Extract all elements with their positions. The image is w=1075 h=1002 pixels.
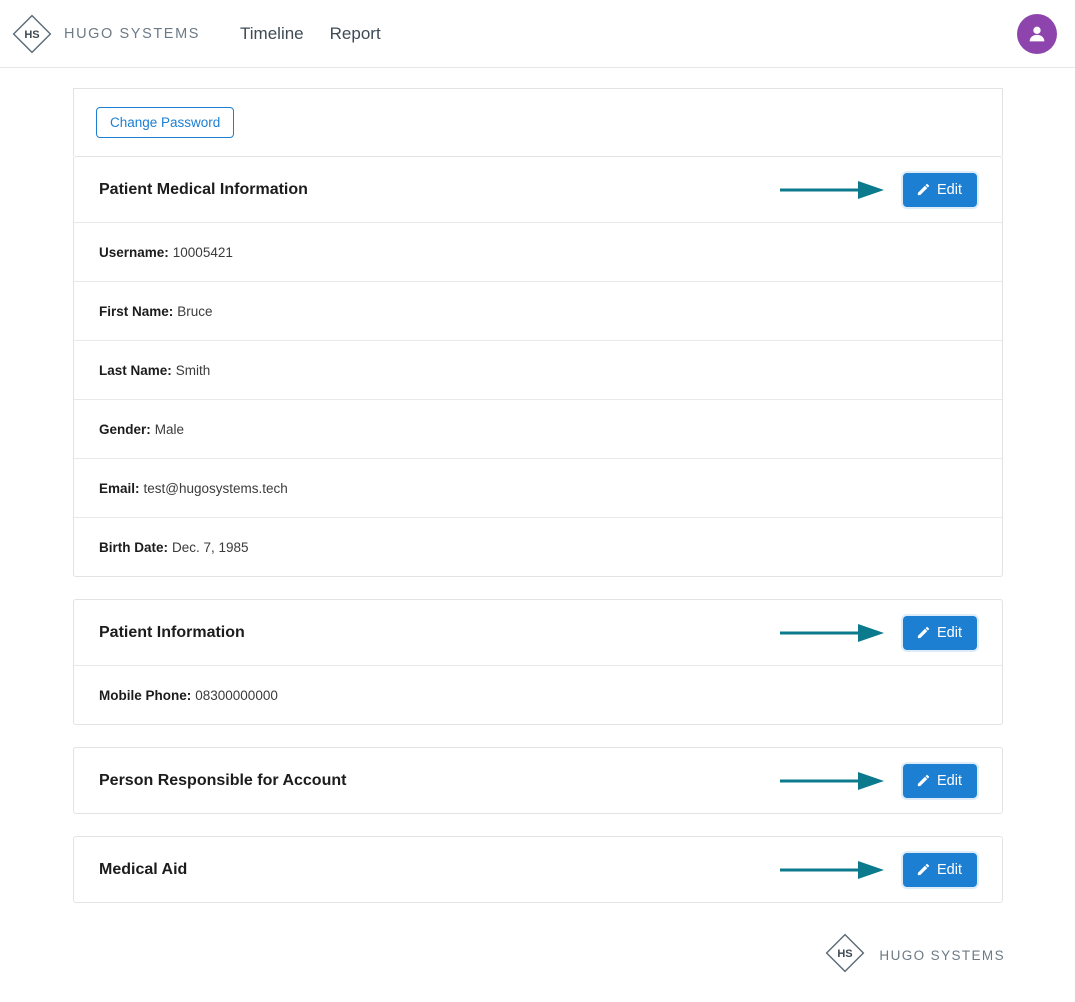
field-value: Smith xyxy=(175,362,211,378)
edit-button-patient-medical-information[interactable] xyxy=(903,173,977,207)
pointer-arrow-icon xyxy=(780,858,885,882)
card-header xyxy=(74,837,1002,902)
edit-button-label: Edit xyxy=(937,181,962,198)
header-actions xyxy=(780,764,977,798)
table-row xyxy=(74,399,1002,458)
header-actions xyxy=(780,173,977,207)
table-row xyxy=(74,458,1002,517)
top-navbar xyxy=(0,0,1075,68)
section-title: Patient Information xyxy=(99,623,245,641)
table-row xyxy=(74,517,1002,576)
brand-logo[interactable] xyxy=(10,12,200,56)
edit-button-medical-aid[interactable] xyxy=(903,853,977,887)
section-title: Patient Medical Information xyxy=(99,180,308,198)
table-row xyxy=(74,340,1002,399)
brand-name: HUGO SYSTEMS xyxy=(64,25,201,42)
pencil-icon xyxy=(916,182,931,197)
nav-link-report[interactable]: Report xyxy=(329,23,381,43)
field-label: Birth Date: xyxy=(99,539,169,555)
card-patient-information xyxy=(73,599,1003,725)
pencil-icon xyxy=(916,862,931,877)
card-person-responsible-for-account xyxy=(73,747,1003,814)
field-value: Male xyxy=(154,421,185,437)
field-label: Mobile Phone: xyxy=(99,687,192,703)
footer-brand-name: HUGO SYSTEMS xyxy=(879,948,1005,963)
edit-button-label: Edit xyxy=(937,772,962,789)
field-label: Username: xyxy=(99,244,169,260)
pointer-arrow-icon xyxy=(780,621,885,645)
field-value: Dec. 7, 1985 xyxy=(172,539,249,555)
field-value: test@hugosystems.tech xyxy=(143,480,288,496)
page-content xyxy=(0,68,1075,903)
user-icon xyxy=(1026,23,1048,45)
card-medical-aid xyxy=(73,836,1003,903)
change-password-button[interactable]: Change Password xyxy=(96,107,234,138)
table-row xyxy=(74,281,1002,340)
field-value: 08300000000 xyxy=(195,687,278,703)
section-title: Person Responsible for Account xyxy=(99,771,347,789)
table-row xyxy=(74,222,1002,281)
svg-text:HS: HS xyxy=(837,948,854,960)
header-actions xyxy=(780,853,977,887)
section-title: Medical Aid xyxy=(99,860,188,878)
field-label: Gender: xyxy=(99,421,151,437)
field-label: Email: xyxy=(99,480,140,496)
field-value: Bruce xyxy=(177,303,213,319)
pointer-arrow-icon xyxy=(780,178,885,202)
hugo-diamond-icon xyxy=(10,12,54,56)
table-row xyxy=(74,665,1002,724)
change-password-card xyxy=(73,88,1003,156)
pencil-icon xyxy=(916,773,931,788)
footer-diamond-icon xyxy=(823,931,867,980)
header-actions xyxy=(780,616,977,650)
pointer-arrow-icon xyxy=(780,769,885,793)
field-label: Last Name: xyxy=(99,362,172,378)
footer-brand xyxy=(823,931,1005,980)
nav-link-timeline[interactable]: Timeline xyxy=(240,23,304,43)
card-header xyxy=(74,600,1002,665)
pencil-icon xyxy=(916,625,931,640)
field-label: First Name: xyxy=(99,303,174,319)
edit-button-patient-information[interactable] xyxy=(903,616,977,650)
card-header xyxy=(74,748,1002,813)
avatar[interactable] xyxy=(1017,14,1057,54)
field-value: 10005421 xyxy=(172,244,233,260)
edit-button-person-responsible-for-account[interactable] xyxy=(903,764,977,798)
card-header xyxy=(74,157,1002,222)
edit-button-label: Edit xyxy=(937,624,962,641)
nav-links xyxy=(240,24,381,44)
svg-text:HS: HS xyxy=(24,28,40,41)
card-patient-medical-information xyxy=(73,156,1003,577)
edit-button-label: Edit xyxy=(937,861,962,878)
